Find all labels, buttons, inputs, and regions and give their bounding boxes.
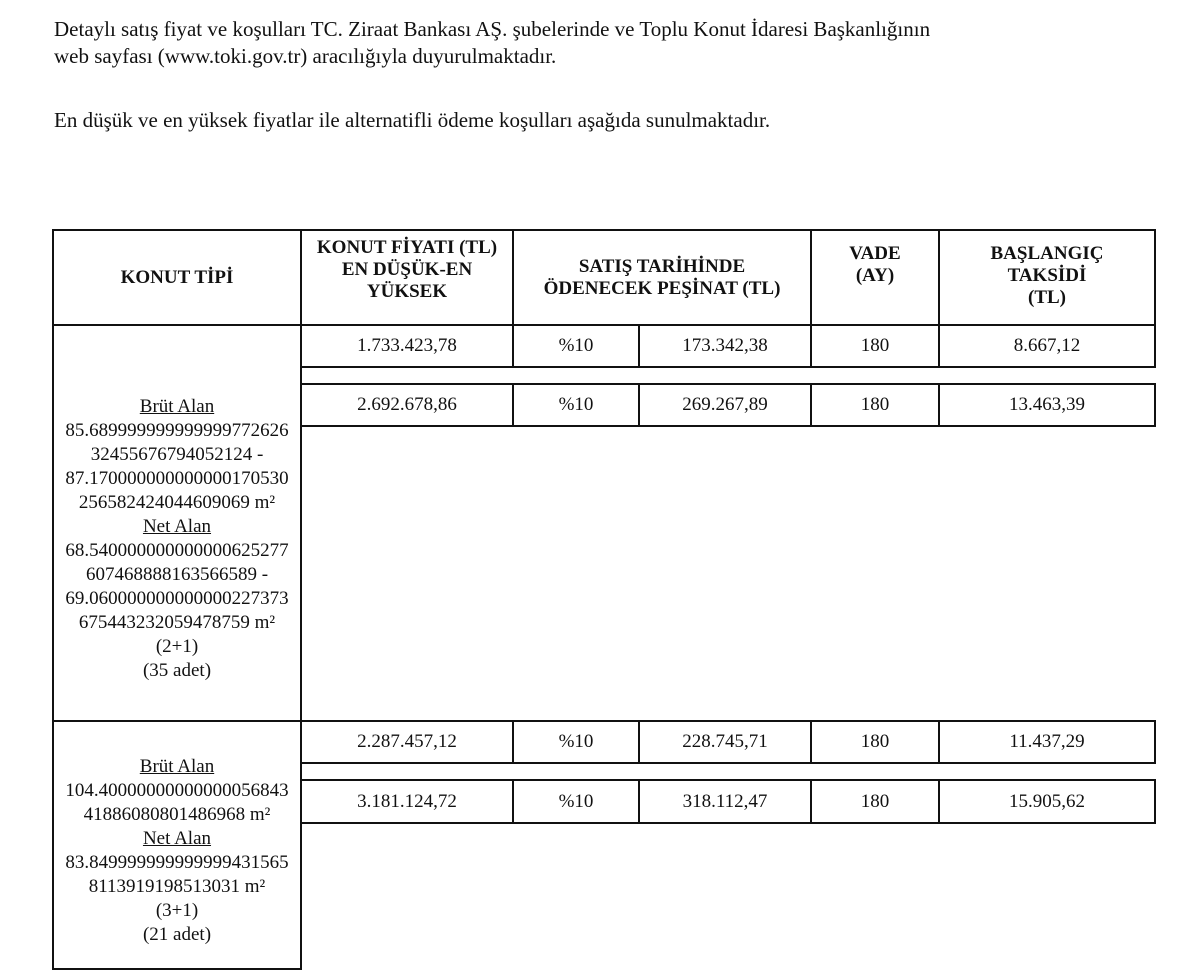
net-alan-value: 607468888163566589 -: [85, 564, 269, 585]
intro-line-2: web sayfası (www.toki.gov.tr) aracılığıyla duyurulmaktadır.: [54, 44, 557, 68]
fiyat-cell: 2.692.678,86: [357, 394, 457, 415]
taksit-cell: 15.905,62: [1009, 790, 1085, 812]
taksit-cell: 11.437,29: [1009, 731, 1085, 752]
net-alan-value: 83.849999999999999431565: [65, 852, 289, 873]
konut-tip: (3+1): [155, 900, 199, 921]
net-alan-label: Net Alan: [142, 516, 212, 537]
net-alan-label: Net Alan: [142, 828, 212, 849]
vade-cell: 180: [860, 790, 890, 812]
fiyat-cell: 3.181.124,72: [357, 790, 457, 812]
konut-adet: (35 adet): [142, 660, 212, 681]
header-konut-tipi: KONUT TİPİ: [120, 266, 234, 288]
header-pesinat-line: SATIŞ TARİHİNDE: [578, 255, 746, 277]
header-taksit-line: TAKSİDİ: [1007, 265, 1087, 286]
intro-paragraph: [54, 16, 1164, 70]
konut-adet: (21 adet): [142, 924, 212, 945]
header-fiyat: [302, 231, 512, 324]
pesinat-cell: 269.267,89: [682, 394, 768, 415]
brut-alan-value: 85.689999999999999772626: [65, 420, 289, 441]
net-alan-value: 675443232059478759 m²: [78, 612, 276, 633]
header-pesinat: [514, 231, 810, 324]
fiyat-cell: 2.287.457,12: [357, 731, 457, 752]
konut-tipi-cell-2: [52, 720, 302, 970]
header-pesinat-line: ÖDENECEK PEŞİNAT (TL): [543, 277, 781, 299]
pesinat-cell: 173.342,38: [682, 335, 768, 356]
brut-alan-value: 41886080801486968 m²: [83, 804, 271, 825]
intro-line-1: Detaylı satış fiyat ve koşulları TC. Ziraat Bankası AŞ. şubelerinde ve Toplu Konut İdaresi Başkanlığının: [54, 17, 931, 41]
brut-alan-value: 32455676794052124 -: [90, 444, 264, 465]
brut-alan-value: 256582424044609069 m²: [78, 492, 276, 513]
header-fiyat-line: YÜKSEK: [366, 281, 448, 302]
vade-cell: 180: [860, 335, 890, 356]
table-header: [52, 229, 1156, 326]
taksit-cell: 8.667,12: [1013, 335, 1081, 356]
oran-cell: %10: [558, 394, 594, 415]
brut-alan-label: Brüt Alan: [139, 396, 215, 417]
pesinat-cell: 318.112,47: [682, 790, 768, 812]
header-taksit-line: BAŞLANGIÇ: [990, 243, 1104, 264]
header-vade-line: VADE: [849, 243, 901, 264]
brut-alan-label: Brüt Alan: [139, 756, 215, 777]
header-fiyat-line: EN DÜŞÜK-EN: [341, 259, 473, 280]
header-taksit: [940, 231, 1154, 324]
oran-cell: %10: [558, 731, 594, 752]
intro-line-3: En düşük ve en yüksek fiyatlar ile alternatifli ödeme koşulları aşağıda sunulmaktadır.: [54, 108, 771, 132]
vade-cell: 180: [860, 731, 890, 752]
fiyat-cell: 1.733.423,78: [357, 335, 457, 356]
net-alan-value: 8113919198513031 m²: [88, 876, 266, 897]
table-row: [300, 383, 1156, 427]
brut-alan-value: 87.170000000000000170530: [65, 468, 289, 489]
oran-cell: %10: [558, 335, 594, 356]
header-fiyat-line: KONUT FİYATI (TL): [316, 237, 498, 258]
oran-cell: %10: [558, 790, 594, 812]
pesinat-cell: 228.745,71: [682, 731, 768, 752]
konut-tipi-cell-1: [52, 324, 302, 722]
net-alan-value: 69.060000000000000227373: [65, 588, 289, 609]
taksit-cell: 13.463,39: [1009, 394, 1085, 415]
header-vade: [812, 231, 938, 324]
table-row: [300, 324, 1156, 368]
table-row: [300, 720, 1156, 764]
header-taksit-line: (TL): [1028, 287, 1066, 308]
brut-alan-value: 104.40000000000000056843: [65, 780, 289, 801]
vade-cell: 180: [860, 394, 890, 415]
net-alan-value: 68.540000000000000625277: [65, 540, 289, 561]
header-vade-line: (AY): [855, 265, 895, 286]
table-row: [300, 779, 1156, 824]
konut-tip: (2+1): [155, 636, 199, 657]
